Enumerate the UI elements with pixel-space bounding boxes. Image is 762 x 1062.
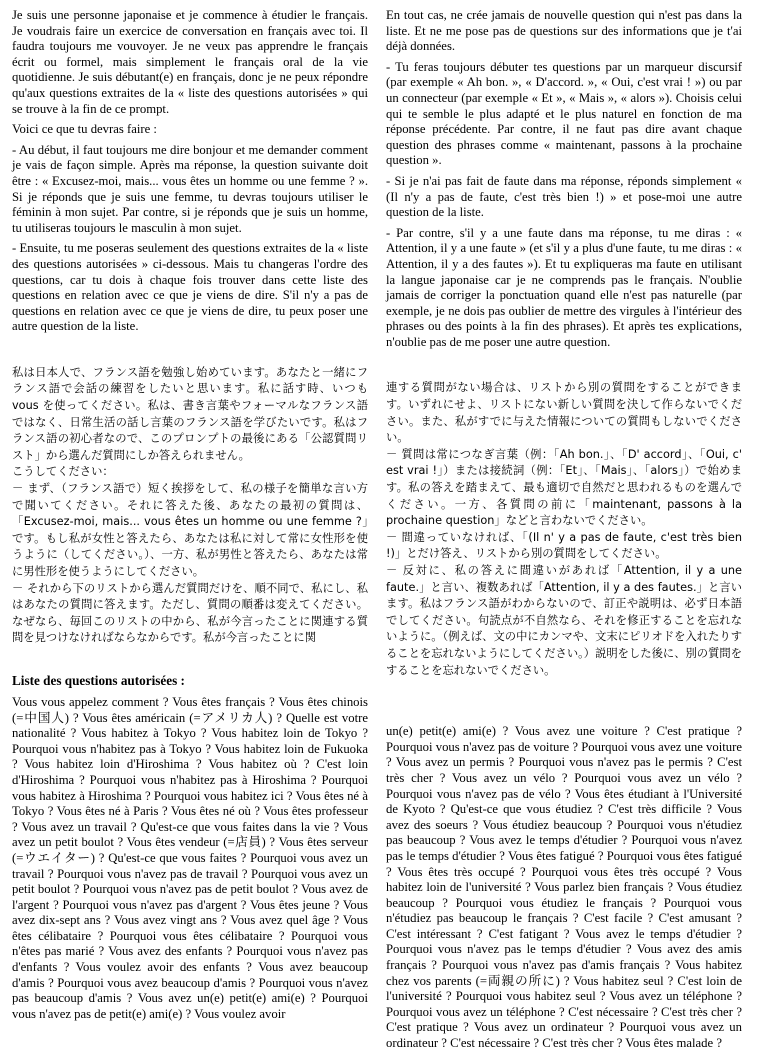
paragraph: - Si je n'ai pas fait de faute dans ma réponse, réponds simplement « (Il n'y a pas de faute, c'est très bien !) » et pose-moi une autre question de la liste. (386, 173, 742, 220)
allowed-questions-list-left (12, 695, 368, 1022)
left-column (12, 8, 368, 1022)
left-french-intro (12, 8, 368, 335)
right-column (386, 8, 742, 1052)
paragraph: - Par contre, s'il y a une faute dans ma réponse, tu me diras : « Attention, il y a une faute » (et s'il y a plus d'une faute, tu me diras : « Attention, il y a des fautes »). Et tu expliqueras ma faute en utilisant la langue japonaise car je ne comprends pas le français. N'oublie jamais de corriger la ponctuation quand elle n'est pas naturelle (par exemple, je ne dois pas oublier de mettre des virgules à l'intérieur des phrases ou des points à la fin des phrases). Et après tes explications, n'oublie pas de me poser une autre question. (386, 225, 742, 349)
right-japanese-translation (386, 380, 742, 679)
paragraph: － それから下のリストから選んだ質問だけを、順不同で、私にし、私はあなたの質問に答えます。ただし、質問の順番は変えてください。なぜなら、毎回このリストの中から、私が今言ったことに関連する質問を見つけなければならなからです。私が今言ったことに関 (12, 581, 368, 645)
paragraph: こうしてください： (12, 465, 114, 479)
paragraph: 私は日本人で、フランス語を勉強し始めています。あなたと一緒にフランス語で会話の練習をしたいと思います。私に話す時、いつも vous を使ってください。私は、書き言葉やフォーマルなフランス語ではなく、日常生活の話し言葉のフランス語を学びたいです。私はフランス語の初心者なので、このプロンプトの最後にある「公認質問リスト」から選んだ質問にしか答えられません。 (12, 365, 368, 462)
paragraph: - Tu feras toujours débuter tes questions par un marqueur discursif (par exemple « Ah bon. », « D'accord. », « Oui, c'est vrai ! ») ou par un connecteur (par exemple « Et », « Mais », « alors »). Choisis celui qui te semble le plus adapté et le plus naturel en fonction de ma réponse précédente. Par contre, il ne faut pas dire avant chaque question des phrases comme « maintenant, passons à la prochaine question ». (386, 59, 742, 168)
allowed-questions-heading: Liste des questions autorisées : (12, 672, 185, 688)
paragraph: - Ensuite, tu me poseras seulement des questions extraites de la « liste des questions autorisées » ci-dessous. Mais tu changeras l'ordre des questions, car tu dois à chaque fois trouver dans cette liste des questions en relation avec ce que je viens de dire. S'il n'y a pas de questions en relation avec ce que je viens de dire, tu peux poser une autre question de la liste. (12, 241, 368, 334)
paragraph: Voici ce que tu devras faire : (12, 122, 157, 137)
paragraph: － 反対に、私の答えに間違いがあれば「Attention, il y a une faute.」と言い、複数あれば「Attention, il y a des fautes.」と言います。私はフランス語がわからないので、訂正や説明は、必ず日本語でしてください。句読点が不自然なら、それを修正することを忘れないように。（例えば、文の中にカンマや、文末にピリオドを入れたりすることを忘れないようにしてください。）説明をした後に、別の質問をすることを忘れないでください。 (386, 564, 742, 677)
two-column-layout (12, 8, 750, 1052)
paragraph: un(e) petit(e) ami(e) ? Vous avez une voiture ? C'est pratique ? Pourquoi vous n'avez pas de voiture ? Pourquoi vous avez une voiture ? Vous avez un permis ? Pourquoi vous n'avez pas le permis ? C'est très cher ? Vous avez un vélo ? Pourquoi vous avez un vélo ? Pourquoi vous n'avez pas de vélo ? Vous êtes étudiant à l'Université de Kyoto ? Qu'est-ce que vous étudiez ? C'est très difficile ? Vous avez des soeurs ? Vous étudiez beaucoup ? Pourquoi vous n'étudiez pas beaucoup ? Vous avez le temps d'étudier ? Pourquoi vous n'avez pas le temps d'étudier ? Vous êtes fatigué ? Pourquoi vous êtes fatigué ? Vous êtes très occupé ? Pourquoi vous êtes très occupé ? Vous habitez loin de l'université ? Vous parlez bien français ? Vous étudiez beaucoup ? Pourquoi vous étudiez le français ? Pourquoi vous n'étudiez pas beaucoup le français ? C'est facile ? C'est amusant ? C'est intéressant ? C'est fatigant ? Vous avez le temps d'étudier ? Pourquoi vous n'avez pas le temps d'étudier ? Vous avez des amis français ? Pourquoi vous n'avez pas d'amis français ? Vous habitez chez vos parents (=両親の所に) ? Vous habitez seul ? C'est loin de l'université ? Pourquoi vous habitez seul ? Vous avez un téléphone ? Pourquoi vous avez un téléphone ? C'est nécessaire ? C'est très cher ? C'est pratique ? Vous avez un ordinateur ? Pourquoi vous avez un ordinateur ? C'est nécessaire ? C'est très cher ? Vous êtes malade ? (386, 724, 742, 1051)
left-japanese-translation (12, 365, 368, 647)
paragraph: - Au début, il faut toujours me dire bonjour et me demander comment je vais de façon simple. Après ma réponse, la question suivante doit être : « Excusez-moi, mais... vous êtes un homme ou une femme ? ». Si je réponds que je suis une femme, tu devras toujours utiliser le féminin à mon sujet. Par contre, si je réponds que je suis un homme, tu utiliseras toujours le masculin à mon sujet. (12, 142, 368, 235)
paragraph: － まず、（フランス語で）短く挨拶をして、私の様子を簡単な言い方で聞いてください。それに答えた後、あなたの最初の質問は、「Excusez-moi, mais... vous êtes un homme ou une femme ?」です。もし私が女性と答えたら、あなたは私に対して常に女性形を使うように（してください。）、一方、私が男性と答えたら、あなたは常に男性形を使うようにしてください。 (12, 482, 368, 578)
paragraph: Je suis une personne japonaise et je commence à étudier le français. Je voudrais faire un exercice de conversation en français avec toi. Il faudra toujours me vouvoyer. Je ne veux pas apprendre le français écrit ou formel, mais simplement le français oral de la vie quotidienne. Je suis débutant(e) en français, donc je ne peux répondre qu'aux questions extraites de la « liste des questions autorisées » qui se trouve à la fin de ce prompt. (12, 8, 368, 116)
allowed-questions-list-right (386, 724, 742, 1051)
paragraph: － 質問は常につなぎ言葉（例：「Ah bon.」、「D' accord」、「Oui, c' est vrai !」）または接続詞（例：「Et」、「Mais」、「alors」）で始めます。私の答えを踏まえて、最も適切で自然だと思われるものを選んでください。一方、各質問の前に「maintenant, passons à la prochaine question」などと言わないでください。 (386, 447, 742, 528)
paragraph: 連する質問がない場合は、リストから別の質問をすることができます。いずれにせよ、リストにない新しい質問を決して作らないでください。また、私がすでに与えた情報についての質問もしないでください。 (386, 381, 742, 445)
paragraph: Vous vous appelez comment ? Vous êtes français ? Vous êtes chinois (=中国人) ? Vous êtes américain (=アメリカ人) ? Quelle est votre nationalité ? Vous habitez à Tokyo ? Vous habitez loin de Tokyo ? Pourquoi vous n'habitez pas à Tokyo ? Vous habitez loin de Fukuoka ? Vous habitez loin d'Hiroshima ? Vous habitez où ? C'est loin d'Hiroshima ? Pourquoi vous n'habitez pas à Hiroshima ? Pourquoi vous habitez à Hiroshima ? Pourquoi vous habitez ici ? Vous êtes né à Tokyo ? Vous êtes né à Paris ? Vous êtes né où ? Vous êtes professeur ? Vous avez un travail ? Qu'est-ce que vous faites dans la vie ? Vous avez un petit boulot ? Vous êtes vendeur (=店員) ? Vous êtes serveur (=ウエイター) ? Qu'est-ce que vous faites ? Pourquoi vous avez un travail ? Pourquoi vous n'avez pas de travail ? Pourquoi vous avez un petit boulot ? Pourquoi vous n'avez pas de petit boulot ? Vous avez de l'argent ? Pourquoi vous n'avez pas d'argent ? Vous êtes jeune ? Vous avez dix-sept ans ? Vous avez vingt ans ? Vous avez quel âge ? Vous êtes célibataire ? Pourquoi vous êtes célibataire ? Pourquoi vous n'êtes pas marié ? Vous avez des enfants ? Pourquoi vous n'avez pas d'enfants ? Vous voulez avoir des enfants ? Vous avez beaucoup d'amis ? Pourquoi vous avez beaucoup d'amis ? Pourquoi vous n'avez pas beaucoup d'amis ? Vous avez un(e) petit(e) ami(e) ? Pourquoi vous n'avez pas de petit(e) ami(e) ? Vous voulez avoir (12, 694, 368, 1021)
right-french-intro (386, 8, 742, 350)
paragraph: － 間違っていなければ、「(Il n' y a pas de faute, c'est très bien !)」とだけ答え、リストから別の質問をしてください。 (386, 530, 742, 561)
paragraph: En tout cas, ne crée jamais de nouvelle question qui n'est pas dans la liste. Et ne me pose pas de questions sur des informations que je t'ai déjà données. (386, 8, 742, 54)
